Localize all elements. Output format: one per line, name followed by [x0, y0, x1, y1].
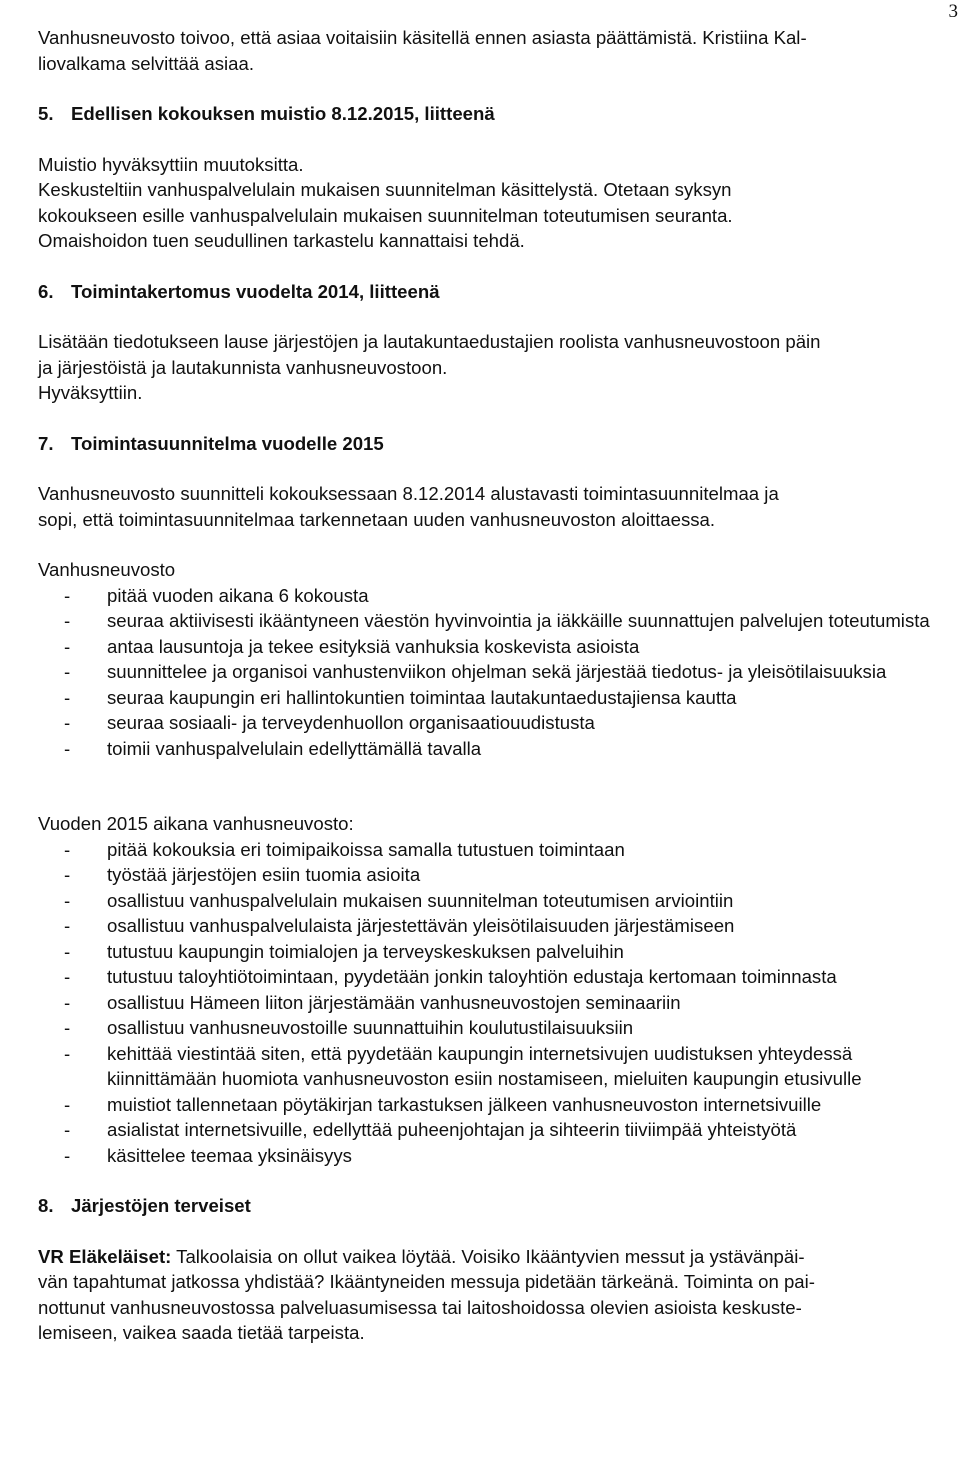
list-item: - antaa lausuntoja ja tekee esityksiä vanhuksia koskevista asioista — [38, 634, 958, 660]
section-5-line: Muistio hyväksyttiin muutoksitta. — [38, 153, 304, 175]
list-item: - seuraa kaupungin eri hallintokuntien toimintaa lautakuntaedustajiensa kautta — [38, 685, 958, 711]
section-8-heading — [38, 1193, 958, 1219]
list-item: - asialistat internetsivuille, edellyttää puheenjohtajan ja sihteerin tiiviimpää yhteistyötä — [38, 1117, 958, 1143]
section-8-line — [38, 1244, 958, 1270]
section-number: 6. — [38, 280, 54, 302]
section-7-heading — [38, 431, 958, 457]
section-title: Toimintakertomus vuodelta 2014, liitteenä — [71, 280, 440, 302]
list-item: - seuraa sosiaali- ja terveydenhuollon organisaatiouudistusta — [38, 710, 958, 736]
list-item: - osallistuu vanhuspalvelulaista järjestettävän yleisötilaisuuden järjestämiseen — [38, 913, 958, 939]
section-title: Edellisen kokouksen muistio 8.12.2015, liitteenä — [71, 103, 495, 124]
section-5-line: kokoukseen esille vanhuspalvelulain mukaisen suunnitelman toteutumisen seuranta. — [38, 204, 733, 226]
section-6-heading — [38, 279, 958, 305]
intro-line: liovalkama selvittää asiaa. — [38, 52, 254, 74]
list-heading: Vuoden 2015 aikana vanhusneuvosto: — [38, 813, 354, 834]
list-item: - suunnittelee ja organisoi vanhustenviikon ohjelman sekä järjestää tiedotus- ja yleisötilaisuuksia — [38, 659, 958, 685]
section-5-line: Keskusteltiin vanhuspalvelulain mukaisen suunnitelman käsittelystä. Otetaan syksyn — [38, 179, 732, 200]
list-item: - osallistuu Hämeen liiton järjestämään vanhusneuvostojen seminaariin — [38, 990, 958, 1016]
section-5-heading — [38, 101, 958, 127]
list-item: - tutustuu taloyhtiötoimintaan, pyydetään jonkin taloyhtiön edustaja kertomaan toiminnasta — [38, 964, 958, 990]
list-item: - käsittelee teemaa yksinäisyys — [38, 1143, 958, 1169]
organization-name: VR Eläkeläiset: — [38, 1245, 172, 1267]
intro-line: Vanhusneuvosto toivoo, että asiaa voitaisiin käsitellä ennen asiasta päättämistä. Kristiina Kal- — [38, 27, 807, 48]
list-item: - osallistuu vanhusneuvostoille suunnattuihin koulutustilaisuuksiin — [38, 1015, 958, 1041]
section-7-line: Vanhusneuvosto suunnitteli kokouksessaan 8.12.2014 alustavasti toimintasuunnitelmaa ja — [38, 483, 779, 504]
section-6-line: ja järjestöistä ja lautakunnista vanhusneuvostoon. — [38, 356, 448, 378]
list-item: - seuraa aktiivisesti ikääntyneen väestön hyvinvointia ja iäkkäille suunnattujen palvelujen toteutumista — [38, 608, 958, 634]
list-item: - työstää järjestöjen esiin tuomia asioita — [38, 862, 958, 888]
section-8-text: Talkoolaisia on ollut vaikea löytää. Voisiko Ikääntyvien messut ja ystävänpäi- — [171, 1245, 805, 1267]
plan-list — [38, 837, 958, 1169]
section-5-line: Omaishoidon tuen seudullinen tarkastelu kannattaisi tehdä. — [38, 230, 525, 251]
list-item: - tutustuu kaupungin toimialojen ja terveyskeskuksen palveluihin — [38, 939, 958, 965]
list-item: - kehittää viestintää siten, että pyydetään kaupungin internetsivujen uudistuksen yhteydessä kiinnittämään huomiota vanhusneuvoston esiin nostamiseen, mieluiten kaupungin etusivulle — [38, 1041, 958, 1092]
list-item: - pitää kokouksia eri toimipaikoissa samalla tutustuen toimintaan — [38, 837, 958, 863]
section-8-line: lemiseen, vaikea saada tietää tarpeista. — [38, 1322, 365, 1343]
page-number: 3 — [948, 1, 958, 22]
document-body — [38, 25, 958, 1346]
duties-list — [38, 583, 958, 762]
list-item: - pitää vuoden aikana 6 kokousta — [38, 583, 958, 609]
list-item: - muistiot tallennetaan pöytäkirjan tarkastuksen jälkeen vanhusneuvoston internetsivuille — [38, 1092, 958, 1118]
section-number: 8. — [38, 1195, 54, 1216]
section-title: Toimintasuunnitelma vuodelle 2015 — [71, 432, 384, 454]
section-8-line: vän tapahtumat jatkossa yhdistää? Ikääntyneiden messuja pidetään tärkeänä. Toiminta on pai- — [38, 1271, 815, 1292]
section-number: 5. — [38, 103, 54, 124]
section-7-line: sopi, että toimintasuunnitelmaa tarkennetaan uuden vanhusneuvoston aloittaessa. — [38, 508, 716, 530]
section-6-line: Hyväksyttiin. — [38, 382, 143, 403]
section-number: 7. — [38, 432, 54, 454]
section-6-line: Lisätään tiedotukseen lause järjestöjen ja lautakuntaedustajien roolista vanhusneuvostoon päin — [38, 331, 821, 352]
list-item: - toimii vanhuspalvelulain edellyttämällä tavalla — [38, 736, 958, 762]
section-title: Järjestöjen terveiset — [71, 1195, 251, 1216]
list-item: - osallistuu vanhuspalvelulain mukaisen suunnitelman toteutumisen arviointiin — [38, 888, 958, 914]
list-heading: Vanhusneuvosto — [38, 559, 176, 580]
section-8-line: nottunut vanhusneuvostossa palveluasumisessa tai laitoshoidossa olevien asioista keskuste- — [38, 1296, 802, 1318]
